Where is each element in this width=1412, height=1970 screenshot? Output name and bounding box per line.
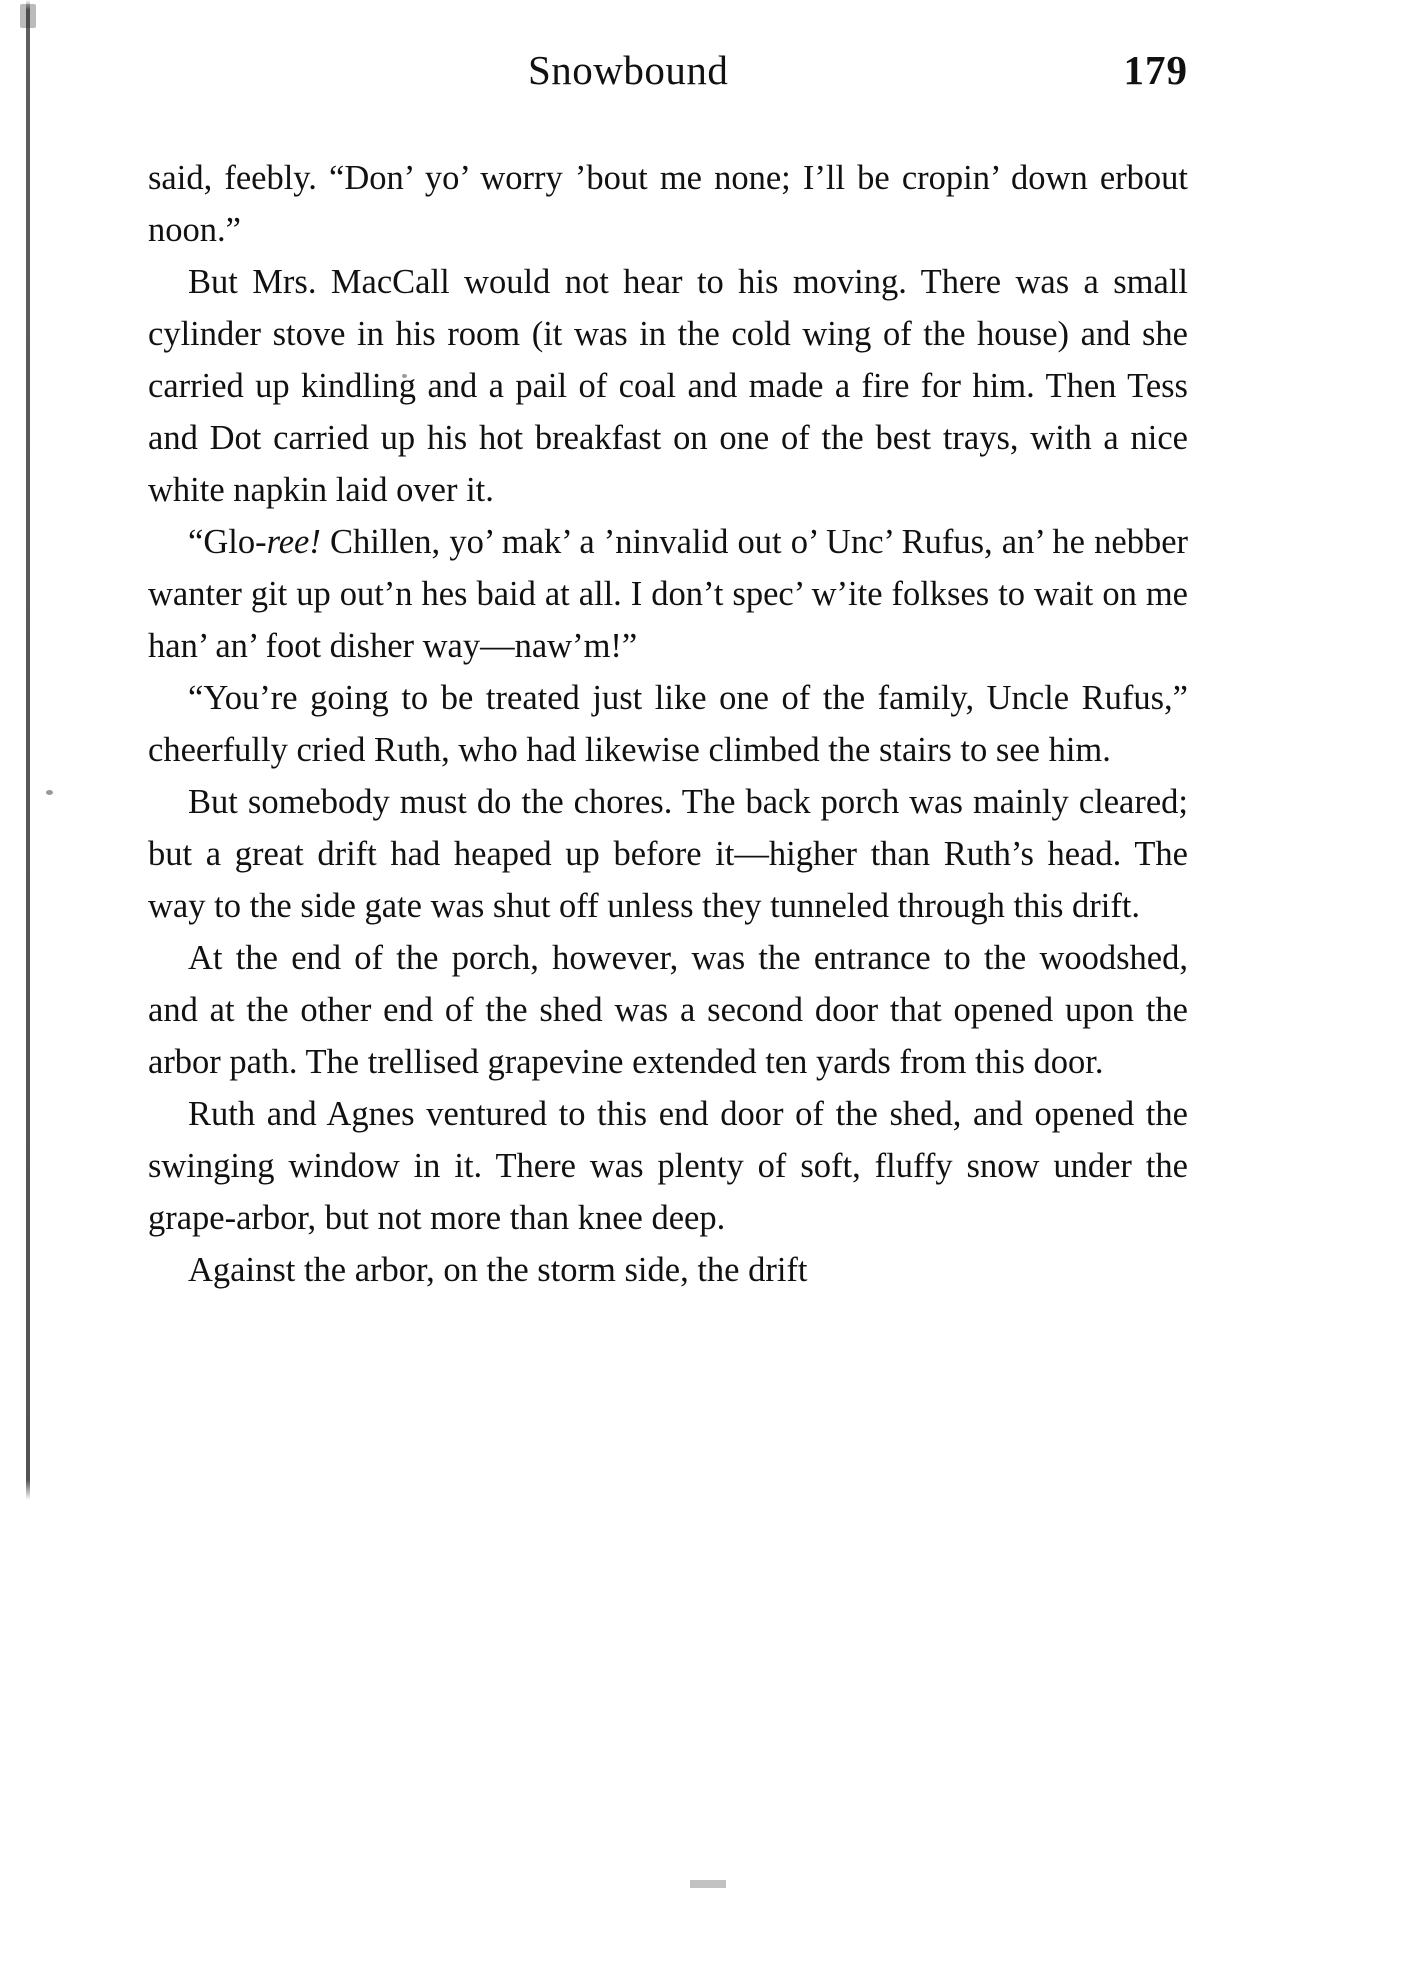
paragraph: But somebody must do the chores. The back porch was mainly cleared; but a great drift had heaped up before it—higher than Ruth’s head. The way to the side gate was shut off unless they tunneled through this drift. bbox=[148, 783, 1188, 925]
paragraph: Ruth and Agnes ventured to this end door of the shed, and opened the swinging window in it. There was plenty of soft, fluffy snow under the grape-arbor, but not more than knee deep. bbox=[148, 1095, 1188, 1237]
paragraph: “You’re going to be treated just like one of the family, Uncle Rufus,” cheerfully cried Ruth, who had likewise climbed the stairs to see him. bbox=[148, 679, 1188, 769]
paragraph-text-pre: “Glo- bbox=[188, 523, 267, 561]
paragraph-text-post: Chillen, yo’ mak’ a ’ninvalid out o’ Unc’ Rufus, an’ he nebber wanter git up out’n hes baid at all. I don’t spec’ w’ite folkses to wait on me han’ an’ foot disher way—naw’m!” bbox=[148, 523, 1188, 665]
paragraph: But Mrs. MacCall would not hear to his moving. There was a small cylinder stove in his room (it was in the cold wing of the house) and she carried up kindling and a pail of coal and made a fire for him. Then Tess and Dot carried up his hot breakfast on one of the best trays, with a nice white napkin laid over it. bbox=[148, 263, 1188, 509]
paragraph: At the end of the porch, however, was the entrance to the woodshed, and at the other end of the shed was a second door that opened upon the arbor path. The trellised grapevine extended ten yards from this door. bbox=[148, 939, 1188, 1081]
paragraph: Against the arbor, on the storm side, the drift bbox=[188, 1251, 808, 1289]
paragraph bbox=[148, 516, 1188, 672]
scan-smudge bbox=[690, 1880, 726, 1888]
page-edge-shadow bbox=[26, 0, 30, 1970]
page-number: 179 bbox=[1123, 47, 1188, 93]
scan-speck bbox=[46, 790, 53, 795]
page-header bbox=[148, 46, 1188, 110]
paragraph-emphasis: ree! bbox=[266, 523, 321, 561]
running-head: Snowbound bbox=[528, 47, 729, 93]
paragraph: said, feebly. “Don’ yo’ worry ’bout me none; I’ll be cropin’ down erbout noon.” bbox=[148, 159, 1188, 249]
page-body bbox=[148, 152, 1188, 1296]
